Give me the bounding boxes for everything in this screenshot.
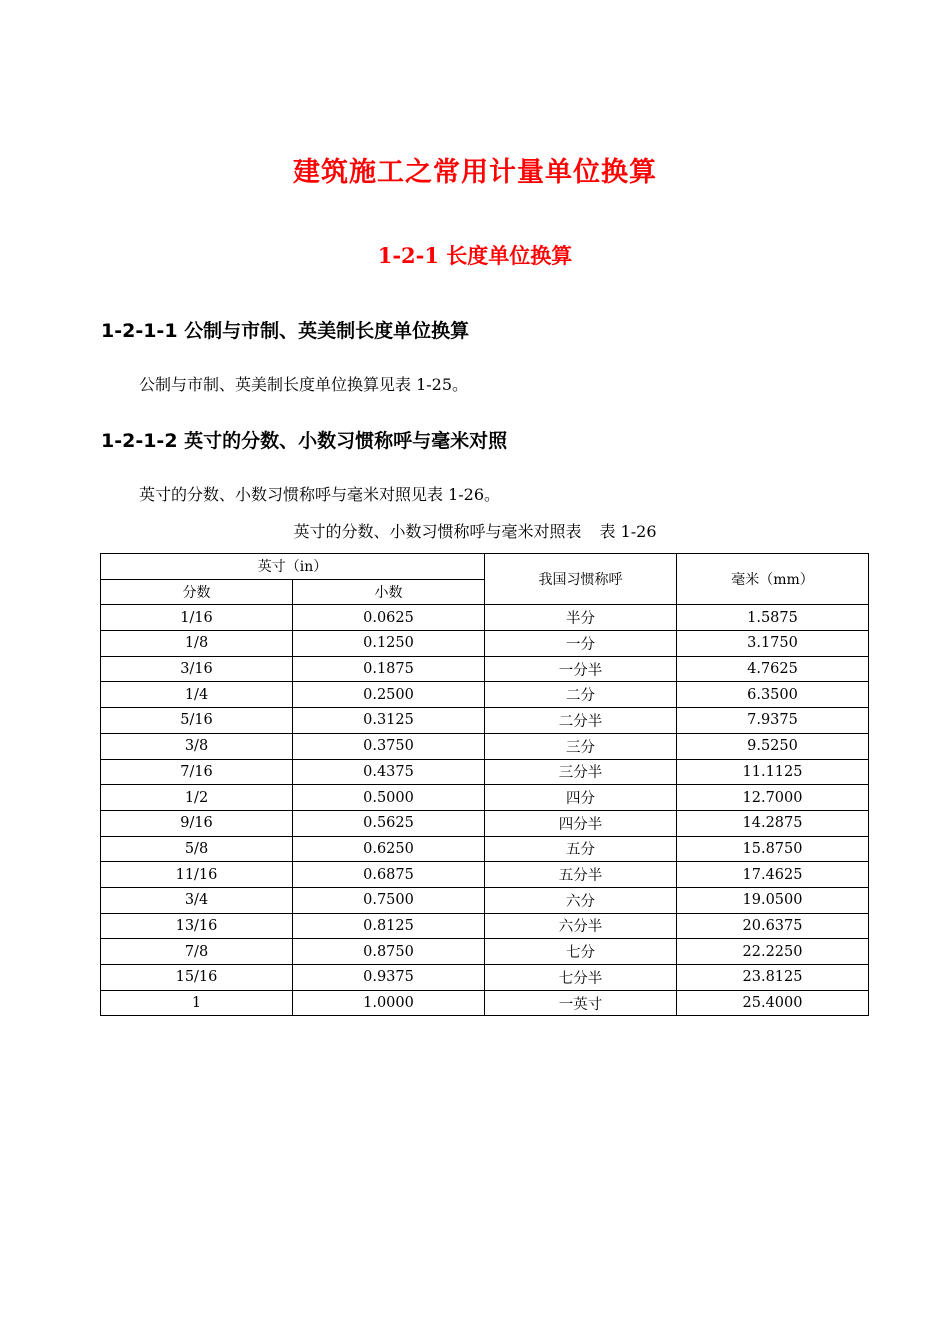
subsection-heading-1: 1-2-1-1 公制与市制、英美制长度单位换算 (101, 320, 470, 342)
table-row (101, 862, 869, 888)
decimal-cell: 0.7500 (293, 887, 485, 913)
customary-cell: 一分半 (485, 656, 677, 682)
customary-cell: 七分 (485, 939, 677, 965)
decimal-cell: 0.4375 (293, 759, 485, 785)
inch-mm-table (100, 553, 869, 1016)
mm-cell: 22.2250 (677, 939, 869, 965)
subsection-text-2: 英寸的分数、小数习惯称呼与毫米对照见表 1-26。 (139, 485, 501, 504)
customary-cell: 二分半 (485, 708, 677, 734)
table-body (101, 605, 869, 1016)
fraction-cell: 1/16 (101, 605, 293, 631)
table-row (101, 939, 869, 965)
table-row (101, 759, 869, 785)
mm-cell: 7.9375 (677, 708, 869, 734)
table-row (101, 836, 869, 862)
customary-cell: 二分 (485, 682, 677, 708)
table-row (101, 785, 869, 811)
decimal-cell: 0.1875 (293, 656, 485, 682)
fraction-cell: 1/4 (101, 682, 293, 708)
table-row (101, 631, 869, 657)
fraction-cell: 1 (101, 990, 293, 1016)
header-inch-group: 英寸（in） (101, 554, 485, 580)
mm-cell: 25.4000 (677, 990, 869, 1016)
table-caption (0, 519, 950, 542)
mm-cell: 3.1750 (677, 631, 869, 657)
fraction-cell: 13/16 (101, 913, 293, 939)
decimal-cell: 0.2500 (293, 682, 485, 708)
customary-cell: 一英寸 (485, 990, 677, 1016)
decimal-cell: 1.0000 (293, 990, 485, 1016)
customary-cell: 四分 (485, 785, 677, 811)
table-row (101, 810, 869, 836)
mm-cell: 11.1125 (677, 759, 869, 785)
table-row (101, 733, 869, 759)
decimal-cell: 0.6250 (293, 836, 485, 862)
table-row (101, 990, 869, 1016)
customary-cell: 七分半 (485, 965, 677, 991)
decimal-cell: 0.5625 (293, 810, 485, 836)
decimal-cell: 0.3125 (293, 708, 485, 734)
header-decimal: 小数 (293, 579, 485, 605)
customary-cell: 半分 (485, 605, 677, 631)
subsection-heading-2: 1-2-1-2 英寸的分数、小数习惯称呼与毫米对照 (101, 430, 508, 452)
header-mm: 毫米（mm） (677, 554, 869, 605)
decimal-cell: 0.5000 (293, 785, 485, 811)
decimal-cell: 0.1250 (293, 631, 485, 657)
decimal-cell: 0.6875 (293, 862, 485, 888)
customary-cell: 五分半 (485, 862, 677, 888)
customary-cell: 五分 (485, 836, 677, 862)
fraction-cell: 15/16 (101, 965, 293, 991)
mm-cell: 9.5250 (677, 733, 869, 759)
mm-cell: 12.7000 (677, 785, 869, 811)
customary-cell: 一分 (485, 631, 677, 657)
mm-cell: 17.4625 (677, 862, 869, 888)
header-customary: 我国习惯称呼 (485, 554, 677, 605)
fraction-cell: 3/8 (101, 733, 293, 759)
table-row (101, 887, 869, 913)
fraction-cell: 5/16 (101, 708, 293, 734)
table-row (101, 913, 869, 939)
fraction-cell: 7/16 (101, 759, 293, 785)
table-number: 表 1-26 (599, 522, 657, 541)
fraction-cell: 3/16 (101, 656, 293, 682)
mm-cell: 15.8750 (677, 836, 869, 862)
mm-cell: 6.3500 (677, 682, 869, 708)
decimal-cell: 0.9375 (293, 965, 485, 991)
mm-cell: 1.5875 (677, 605, 869, 631)
mm-cell: 23.8125 (677, 965, 869, 991)
decimal-cell: 0.8750 (293, 939, 485, 965)
mm-cell: 14.2875 (677, 810, 869, 836)
fraction-cell: 3/4 (101, 887, 293, 913)
subsection-text-1: 公制与市制、英美制长度单位换算见表 1-25。 (139, 375, 469, 394)
section-title: 1-2-1 长度单位换算 (377, 243, 573, 268)
table-row (101, 708, 869, 734)
table-row (101, 682, 869, 708)
fraction-cell: 7/8 (101, 939, 293, 965)
table-row (101, 656, 869, 682)
table-row (101, 605, 869, 631)
customary-cell: 三分 (485, 733, 677, 759)
customary-cell: 六分半 (485, 913, 677, 939)
fraction-cell: 9/16 (101, 810, 293, 836)
table-row (101, 965, 869, 991)
mm-cell: 20.6375 (677, 913, 869, 939)
decimal-cell: 0.3750 (293, 733, 485, 759)
mm-cell: 19.0500 (677, 887, 869, 913)
mm-cell: 4.7625 (677, 656, 869, 682)
customary-cell: 六分 (485, 887, 677, 913)
main-title: 建筑施工之常用计量单位换算 (293, 157, 657, 188)
header-fraction: 分数 (101, 579, 293, 605)
fraction-cell: 11/16 (101, 862, 293, 888)
fraction-cell: 5/8 (101, 836, 293, 862)
customary-cell: 三分半 (485, 759, 677, 785)
table-caption-text: 英寸的分数、小数习惯称呼与毫米对照表 (293, 522, 582, 541)
decimal-cell: 0.8125 (293, 913, 485, 939)
customary-cell: 四分半 (485, 810, 677, 836)
fraction-cell: 1/8 (101, 631, 293, 657)
decimal-cell: 0.0625 (293, 605, 485, 631)
fraction-cell: 1/2 (101, 785, 293, 811)
